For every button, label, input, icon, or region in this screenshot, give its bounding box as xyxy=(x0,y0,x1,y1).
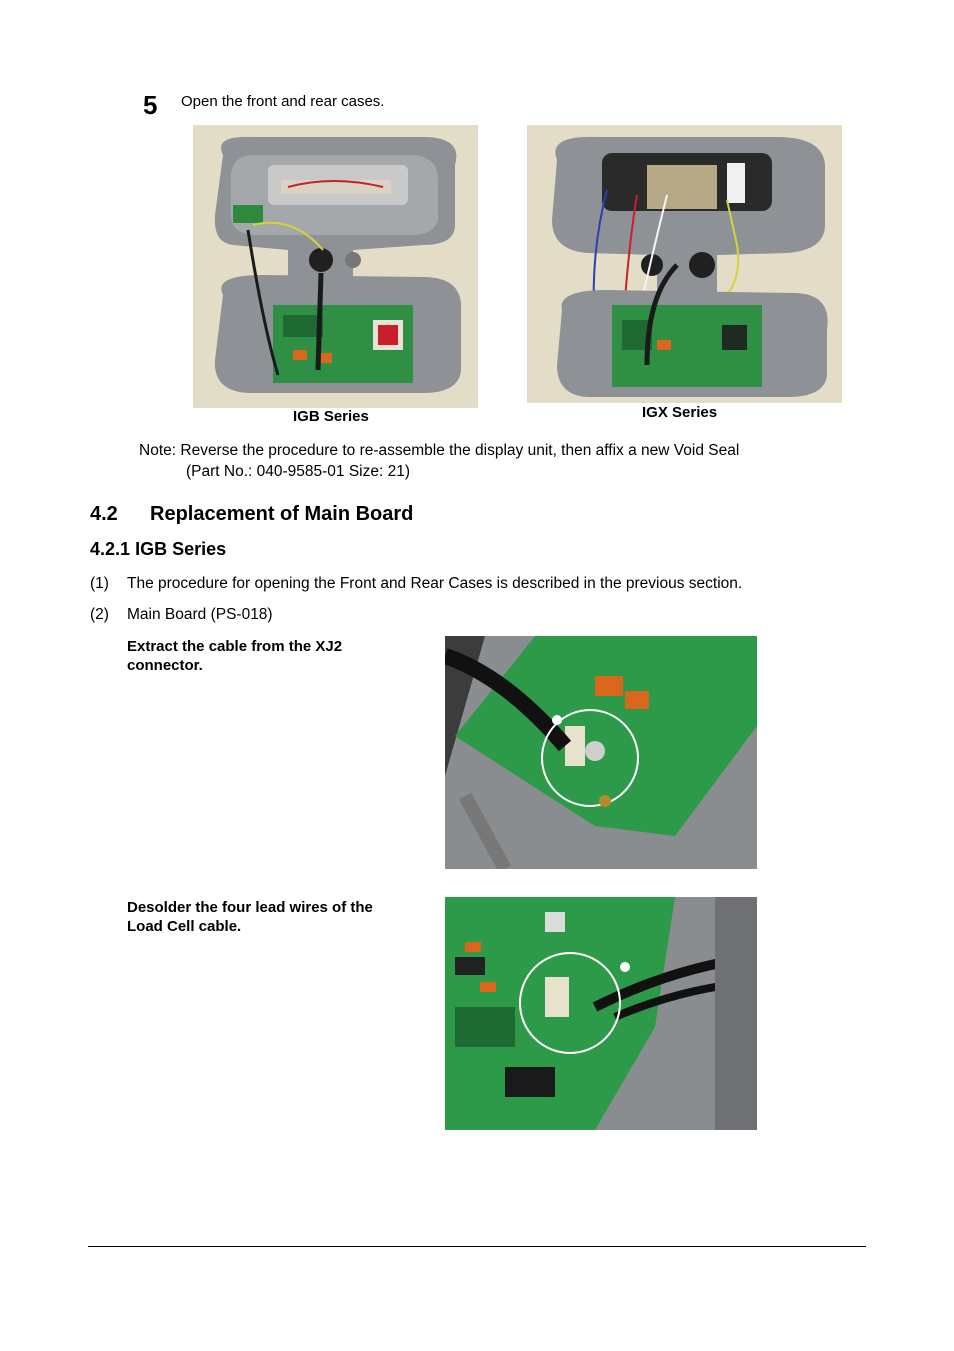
list-item xyxy=(90,606,273,624)
instruction-line: connector. xyxy=(127,657,203,674)
igb-series-photo xyxy=(193,125,478,408)
instruction-line: Desolder the four lead wires of the xyxy=(127,899,373,916)
note-line-2: (Part No.: 040-9585-01 Size: 21) xyxy=(186,463,411,480)
section-number: 4.2 xyxy=(90,503,118,525)
instruction-line: Load Cell cable. xyxy=(127,918,242,935)
note xyxy=(139,440,739,482)
list-item xyxy=(90,575,742,593)
instruction-line: Extract the cable from the XJ2 xyxy=(127,638,343,655)
list-marker: (1) xyxy=(90,575,109,592)
xj2-connector-photo xyxy=(445,636,757,869)
list-marker: (2) xyxy=(90,606,109,623)
section-heading xyxy=(90,503,413,526)
step-text: Open the front and rear cases. xyxy=(181,93,385,110)
instruction-desolder-wires xyxy=(127,898,417,936)
section-title: Replacement of Main Board xyxy=(150,503,414,525)
note-line-1: Reverse the procedure to re-assemble the display unit, then affix a new Void Seal xyxy=(180,442,740,459)
igb-series-caption: IGB Series xyxy=(293,408,369,425)
step-number: 5 xyxy=(143,90,158,120)
footer-rule xyxy=(88,1246,866,1247)
load-cell-wires-photo xyxy=(445,897,757,1130)
list-text: Main Board (PS-018) xyxy=(127,606,273,623)
note-label: Note: xyxy=(139,442,177,459)
subsection-heading xyxy=(90,539,226,560)
igx-series-caption: IGX Series xyxy=(642,404,718,421)
subsection-title: IGB Series xyxy=(135,539,227,559)
subsection-number: 4.2.1 xyxy=(90,539,131,559)
igx-series-photo xyxy=(527,125,842,403)
list-text: The procedure for opening the Front and Rear Cases is described in the previous section. xyxy=(127,575,743,592)
instruction-extract-cable xyxy=(127,637,417,675)
